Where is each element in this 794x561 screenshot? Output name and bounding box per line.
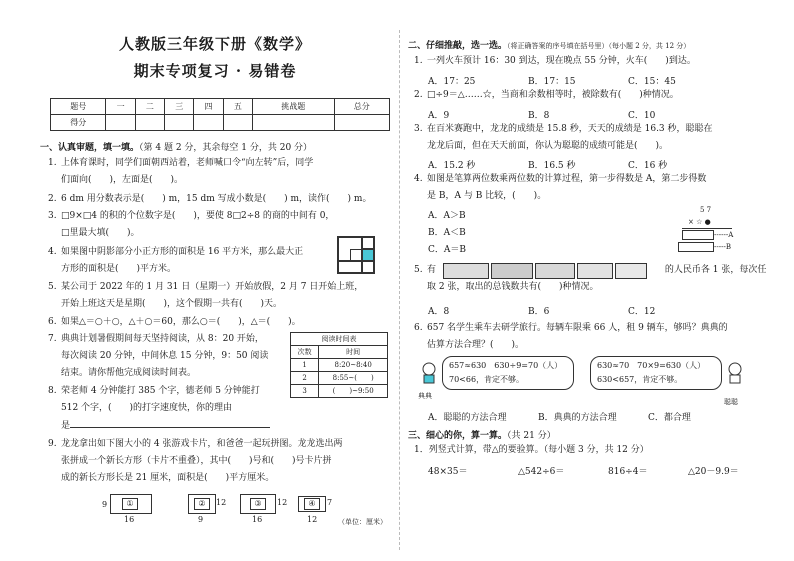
option-c[interactable]: C．A＝B [428,245,466,255]
question-1-8: 8. 荣老师 4 分钟能打 385 个字，德老师 5 分钟能打 512 个字，( )的打字速度快，你的理由 是 [48,383,308,435]
option-a[interactable]: A．15.2 秒 [428,161,476,171]
section2-title: 二、仔细推敲，选一选。 [408,41,508,51]
reading-table-cell: 3 [291,385,319,398]
score-header-cell: 三 [165,99,194,115]
options-2-5 [428,304,655,317]
card-bottom-label: 12 [307,515,318,524]
card-side-label: 12 [216,498,227,507]
question-1-9: 9. 龙龙拿出如下图大小的 4 张游戏卡片，和爸爸一起玩拼图。龙龙选出两 张拼成一个新长方形（卡片不重叠），其中( )号和( )号卡片拼 成的新长方形长是 21 厘米，面积是( )平方厘米。 [48,439,343,483]
option-a[interactable]: A．9 [428,111,450,121]
question-2-5: 5. 有 的人民币各 1 张，每次任 取 2 张，取出的总钱数共有( )种情况。 [414,265,767,292]
section3-question-1: 1．列竖式计算，带△的要验算。（每小题 3 分，共 12 分） [414,445,649,455]
banknote-100 [443,263,489,279]
option-b[interactable]: B．8 [528,111,550,121]
option-a[interactable]: A．A＞B [428,211,466,221]
calc-item: △20－9.9＝ [688,467,739,477]
section3-title: 三、细心的你，算一算。 [408,431,508,441]
score-blank-cell[interactable] [165,115,194,131]
card-bottom-label: 16 [252,515,263,524]
option-c[interactable]: C．12 [628,307,656,317]
question-1-5: 5. 某公司于 2022 年的 1 月 31 日（星期一）开始放假，2 月 7 日开始上班， 开始上班这天是星期( )，这个假期一共有( )天。 [48,282,364,309]
option-b[interactable]: B．6 [528,307,550,317]
reading-table-cell: 8:20~8:40 [319,359,388,372]
kid-dian-label: 典典 [418,392,432,400]
square-part [350,249,362,261]
option-b[interactable]: B．A＜B [428,228,466,238]
score-blank-cell[interactable] [135,115,164,131]
score-header-cell: 四 [194,99,223,115]
reading-table-cell[interactable]: 8:55~( ) [319,372,388,385]
score-blank-cell[interactable] [334,115,389,131]
score-blank-cell[interactable] [106,115,135,131]
score-blank-cell[interactable] [194,115,223,131]
section2-note: （将正确答案的序号填在括号里）（每小题 2 分，共 12 分） [507,42,691,50]
game-card-1 [102,494,162,524]
card-id: ③ [250,498,266,510]
section1-heading [40,140,312,153]
speech-bubble-dian: 657≈630 630÷9=70（人） 70<66，肯定不够。 [442,356,574,390]
options-2-4 [428,208,466,259]
banknote-10 [577,263,613,279]
shaded-square [362,249,374,261]
card-id: ② [194,498,210,510]
score-row-label: 得分 [51,115,106,131]
calc-item: 816÷4＝ [608,467,648,477]
reason-answer-line[interactable] [70,417,270,428]
square-figure [337,236,375,274]
option-c[interactable]: C．15：45 [628,77,676,87]
game-card-2 [188,494,238,524]
section3-heading [408,428,556,441]
reading-table-cell: 2 [291,372,319,385]
reading-table-header: 时间 [319,346,388,359]
page-title: 人教版三年级下册《数学》 [118,35,311,53]
question-1-7: 7. 典典计划暑假期间每天坚持阅读，从 8：20 开始， 每次阅读 20 分钟，中间休息 15 分钟，9：50 阅读 结束。请你帮他完成阅读时间表。 [48,334,269,378]
reading-table-header: 次数 [291,346,319,359]
option-a[interactable]: A．8 [428,307,450,317]
options-2-3 [428,158,667,171]
banknote-20 [535,263,575,279]
game-card-4 [298,494,338,524]
card-side-label: 7 [327,498,333,507]
option-a[interactable]: A．17：25 [428,77,476,87]
question-2-6: 6. 657 名学生乘车去研学旅行。每辆车限乘 66 人，租 9 辆车，够吗？典典的 估算方法合理？( )。 [414,323,728,350]
question-1-1: 1. 上体育课时，同学们面朝西站着，老师喊口令“向左转”后，同学 们面向( )，左面是( )。 [48,158,314,185]
question-2-2: 2. □÷9＝△……☆，当商和余数相等时，被除数有( )种情况。 [414,90,679,100]
reading-table-cell[interactable]: ( )~9:50 [319,385,388,398]
page-subtitle: 期末专项复习 · 易错卷 [133,62,297,80]
column-divider [399,30,400,550]
calc-item: 48×35＝ [428,467,468,477]
section2-heading [408,38,778,51]
square-part [362,237,374,249]
option-c[interactable]: C．10 [628,111,656,121]
score-header-cell: 挑战题 [253,99,334,115]
kid-cong-label: 聪聪 [724,398,738,406]
option-c[interactable]: C．16 秒 [628,161,668,171]
multiplier: × ☆ ● [688,218,711,226]
banknote-5 [615,263,647,279]
score-header-cell: 题号 [51,99,106,115]
step-b: ----- B [678,241,768,253]
kid-dian-icon [420,362,438,384]
section3-note: （共 21 分） [507,431,556,441]
question-1-3: 3. □9×□4 的积的个位数字是( )，要使 8□2÷8 的商的中间有 0， □里最大填( )。 [48,211,335,238]
calc-items [428,464,739,477]
question-1-6: 6. 如果△＝○＋○，△＋○＝60，那么○＝( )，△＝( )。 [48,317,301,327]
reading-table-cell: 1 [291,359,319,372]
score-header-cell: 总分 [334,99,389,115]
banknote-50 [491,263,533,279]
card-id: ① [122,498,138,510]
card-bottom-label: 16 [124,515,135,524]
question-2-4: 4. 如图是笔算两位数乘两位数的计算过程，第一步得数是 A，第二步得数 是 B，A 与 B 比较，( )。 [414,174,707,201]
unit-note: （单位：厘米） [338,518,387,526]
square-part [338,261,362,273]
multiplication-figure [678,204,768,253]
multiplicand: 5 7 [700,206,712,214]
kid-cong-icon [726,362,744,384]
card-id: ④ [304,498,320,510]
card-side-label: 9 [102,500,108,509]
option-c[interactable]: C．都合理 [648,413,691,423]
reading-table-title: 阅读时间表 [291,333,388,346]
speech-bubble-cong: 630≈70 70×9=630（人） 630<657，肯定不够。 [590,356,722,390]
step-a: ------ A [678,229,768,241]
options-2-1 [428,74,676,87]
question-1-4: 4. 如果图中阴影部分小正方形的面积是 16 平方米，那么最大正 方形的面积是( )平方米。 [48,247,304,274]
options-2-6 [428,410,691,423]
option-a[interactable]: A．聪聪的方法合理 [428,413,507,423]
score-table [50,98,390,131]
question-2-3: 3. 在百米赛跑中，龙龙的成绩是 15.8 秒，天天的成绩是 16.3 秒，聪聪在 龙龙后面，但在天天前面，你认为聪聪的成绩可能是( )。 [414,124,713,151]
question-1-2: 2. 6 dm 用分数表示是( ) m，15 dm 写成小数是( ) m，读作( ) m。 [48,194,372,204]
card-side-label: 12 [277,498,288,507]
square-part [362,261,374,273]
option-b[interactable]: B．16.5 秒 [528,161,576,171]
section1-title: 一、认真审题，填一填。 [40,143,140,153]
card-bottom-label: 9 [198,515,204,524]
option-b[interactable]: B．典典的方法合理 [538,413,617,423]
score-blank-cell[interactable] [253,115,334,131]
options-2-2 [428,108,655,121]
calc-item: △542÷6＝ [518,467,565,477]
question-2-1: 1. 一列火车预计 16：30 到达，现在晚点 55 分钟，火车( )到达。 [414,56,696,66]
section1-note: （第 4 题 2 分，其余每空 1 分，共 20 分） [139,143,313,153]
game-card-3 [240,494,295,524]
score-header-cell: 一 [106,99,135,115]
option-b[interactable]: B．17：15 [528,77,576,87]
score-header-cell: 五 [223,99,252,115]
score-blank-cell[interactable] [223,115,252,131]
score-header-cell: 二 [135,99,164,115]
